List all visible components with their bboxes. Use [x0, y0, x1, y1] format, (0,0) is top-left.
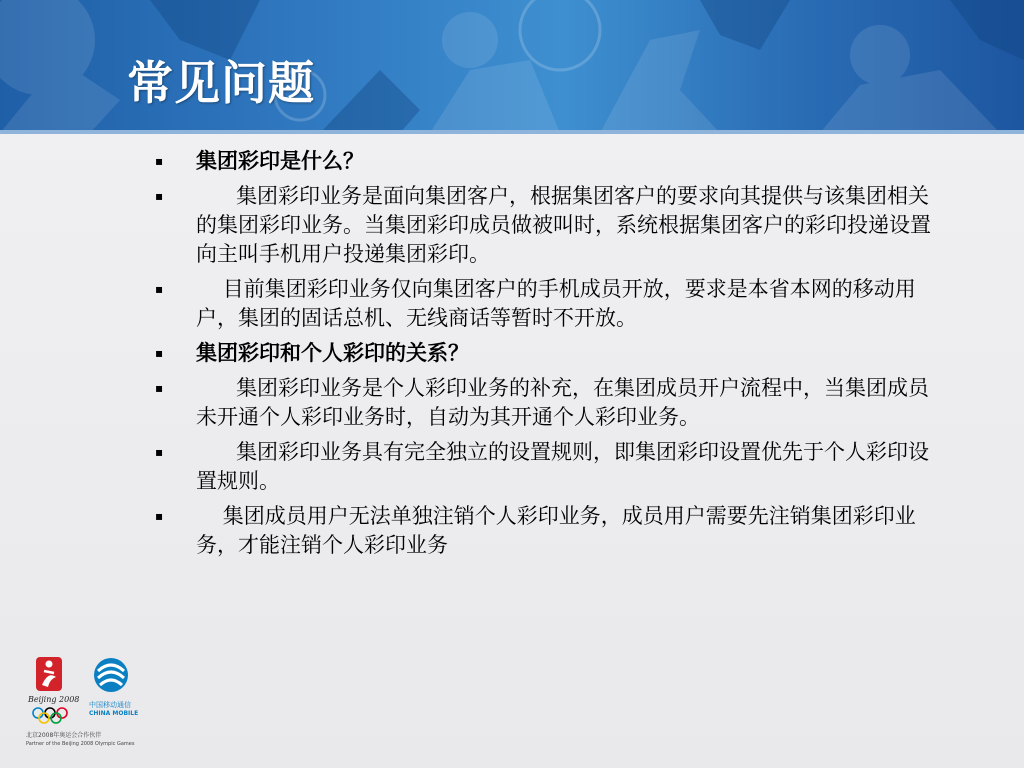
- bullet-icon: ▪: [155, 445, 164, 459]
- slide-title: 常见问题: [127, 56, 315, 110]
- china-mobile-en-text: CHINA MOBILE: [89, 710, 139, 717]
- bullet-icon: ▪: [155, 282, 164, 296]
- bullet-icon: ▪: [155, 509, 164, 523]
- bullet-item: [155, 502, 935, 560]
- bullet-text: 集团彩印是什么？: [196, 149, 364, 173]
- bullet-text: 目前集团彩印业务仅向集团客户的手机成员开放，要求是本省本网的移动用户，集团的固话总机、无线商话等暂时不开放。: [196, 277, 916, 330]
- beijing-2008-text: Beijing 2008: [28, 695, 80, 704]
- bullet-text: 集团彩印业务是个人彩印业务的补充，在集团成员开户流程中，当集团成员未开通个人彩印业务时，自动为其开通个人彩印业务。: [196, 376, 930, 429]
- bullet-list: [155, 147, 935, 566]
- header-divider: [0, 130, 1024, 134]
- bullet-text: 集团成员用户无法单独注销个人彩印业务，成员用户需要先注销集团彩印业务，才能注销个人彩印业务: [196, 504, 916, 557]
- bullet-item: [155, 339, 935, 368]
- bullet-item: [155, 182, 935, 269]
- sponsor-caption-cn: 北京2008年奥运会合作伙伴: [26, 732, 102, 739]
- bullet-text: 集团彩印业务具有完全独立的设置规则，即集团彩印设置优先于个人彩印设置规则。: [196, 440, 930, 493]
- beijing-2008-emblem-icon: [26, 655, 82, 731]
- bullet-item: [155, 147, 935, 176]
- bullet-item: [155, 374, 935, 432]
- bullet-icon: ▪: [155, 154, 164, 168]
- china-mobile-logo-icon: [86, 655, 136, 701]
- bullet-icon: ▪: [155, 346, 164, 360]
- bullet-item: [155, 438, 935, 496]
- header-banner: [0, 0, 1024, 133]
- bullet-item: [155, 275, 935, 333]
- sponsor-logos: [26, 655, 156, 750]
- china-mobile-cn-text: 中国移动通信: [89, 701, 131, 709]
- bullet-icon: ▪: [155, 381, 164, 395]
- bullet-text: 集团彩印和个人彩印的关系？: [196, 341, 469, 365]
- bullet-text: 集团彩印业务是面向集团客户，根据集团客户的要求向其提供与该集团相关的集团彩印业务。当集团彩印成员做被叫时，系统根据集团客户的彩印投递设置向主叫手机用户投递集团彩印。: [196, 184, 931, 266]
- bullet-icon: ▪: [155, 189, 164, 203]
- sponsor-caption-en: Partner of the Beijing 2008 Olympic Games: [26, 741, 135, 747]
